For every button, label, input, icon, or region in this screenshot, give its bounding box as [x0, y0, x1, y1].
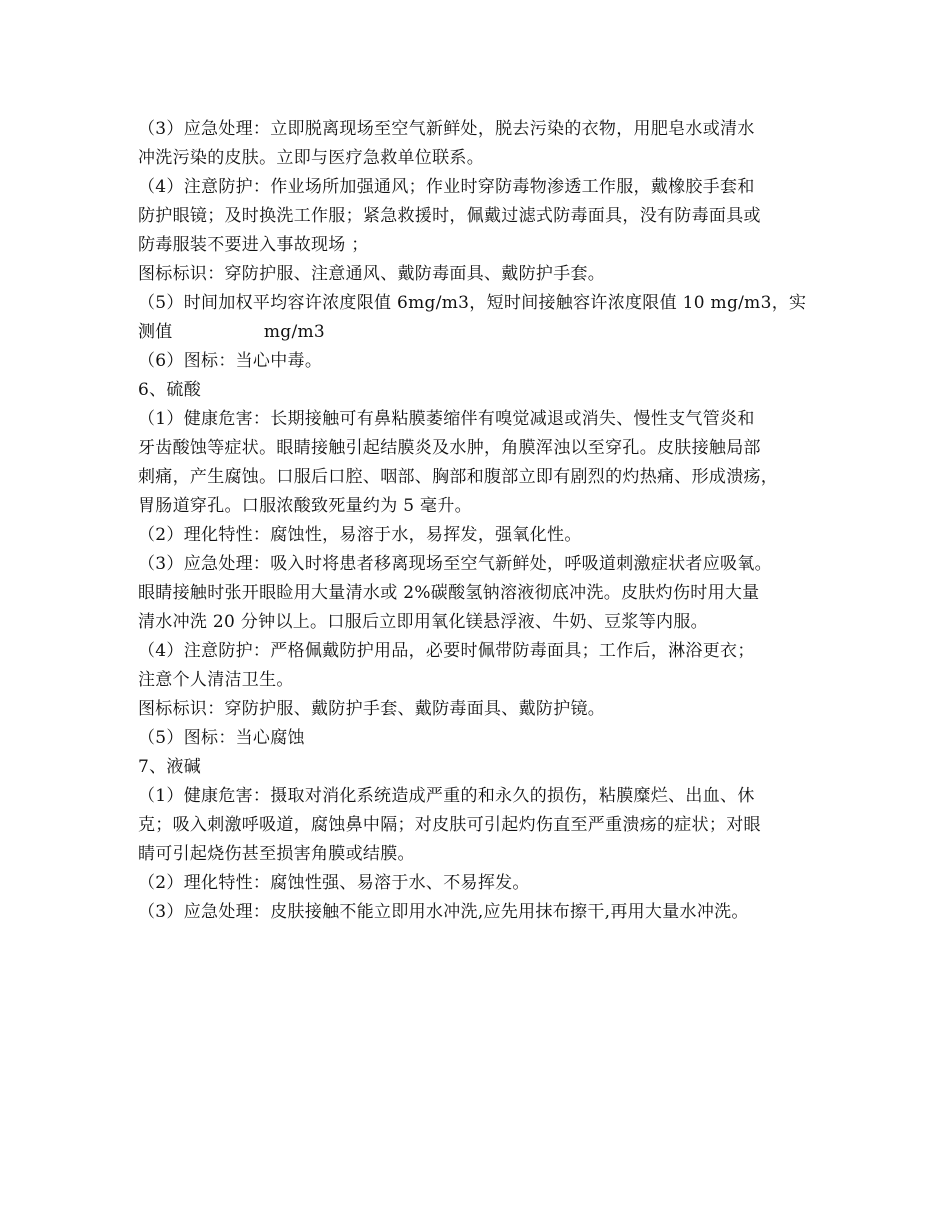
text-line: （1）健康危害：长期接触可有鼻粘膜萎缩伴有嗅觉减退或消失、慢性支气管炎和	[138, 409, 755, 429]
text-line: （5）时间加权平均容许浓度限值 6mg/m3，短时间接触容许浓度限值 10 mg/m3，实	[138, 293, 807, 313]
text-line: （6）图标：当心中毒。	[138, 351, 323, 371]
text-line: 图标标识：穿防护服、戴防护手套、戴防毒面具、戴防护镜。	[138, 699, 606, 719]
text-line: 清水冲洗 20 分钟以上。口服后立即用氧化镁悬浮液、牛奶、豆浆等内服。	[138, 612, 708, 632]
text-line: （3）应急处理：皮肤接触不能立即用水冲洗,应先用抹布擦干,再用大量水冲洗。	[138, 902, 749, 922]
text-line: 刺痛，产生腐蚀。口服后口腔、咽部、胸部和腹部立即有剧烈的灼热痛、形成溃疡，	[138, 467, 779, 487]
text-line: 眼睛接触时张开眼睑用大量清水或 2%碳酸氢钠溶液彻底冲洗。皮肤灼伤时用大量	[138, 583, 760, 603]
text-line: 胃肠道穿孔。口服浓酸致死量约为 5 毫升。	[138, 496, 472, 516]
text-line: （2）理化特性：腐蚀性强、易溶于水、不易挥发。	[138, 873, 530, 893]
text-line: 冲洗污染的皮肤。立即与医疗急救单位联系。	[138, 148, 484, 168]
text-line: （3）应急处理：立即脱离现场至空气新鲜处，脱去污染的衣物，用肥皂水或清水	[138, 119, 755, 139]
text-line: （3）应急处理：吸入时将患者移离现场至空气新鲜处，呼吸道刺激症状者应吸氧。	[138, 554, 772, 574]
text-line: （4）注意防护：严格佩戴防护用品，必要时佩带防毒面具；工作后，淋浴更衣；	[138, 641, 755, 661]
text-line: 克；吸入刺激呼吸道，腐蚀鼻中隔；对皮肤可引起灼伤直至严重溃疡的症状；对眼	[138, 815, 761, 835]
text-line: 注意个人清洁卫生。	[138, 670, 294, 690]
text-line: （2）理化特性：腐蚀性，易溶于水，易挥发，强氧化性。	[138, 525, 582, 545]
text-line: 睛可引起烧伤甚至损害角膜或结膜。	[138, 844, 415, 864]
text-line: 牙齿酸蚀等症状。眼睛接触引起结膜炎及水肿，角膜浑浊以至穿孔。皮肤接触局部	[138, 438, 761, 458]
document-page	[138, 115, 838, 927]
text-line: （1）健康危害：摄取对消化系统造成严重的和永久的损伤，粘膜糜烂、出血、休	[138, 786, 755, 806]
section-heading: 7、液碱	[138, 757, 202, 777]
text-line: 图标标识：穿防护服、注意通风、戴防毒面具、戴防护手套。	[138, 264, 606, 284]
section-heading: 6、硫酸	[138, 380, 202, 400]
text-line: （4）注意防护：作业场所加强通风；作业时穿防毒物渗透工作服，戴橡胶手套和	[138, 177, 755, 197]
text-line: 测值 mg/m3	[138, 322, 326, 342]
text-line: 防护眼镜；及时换洗工作服；紧急救援时，佩戴过滤式防毒面具，没有防毒面具或	[138, 206, 761, 226]
text-line: 防毒服装不要进入事故现场 ；	[138, 235, 369, 255]
text-line: （5）图标：当心腐蚀	[138, 728, 305, 748]
